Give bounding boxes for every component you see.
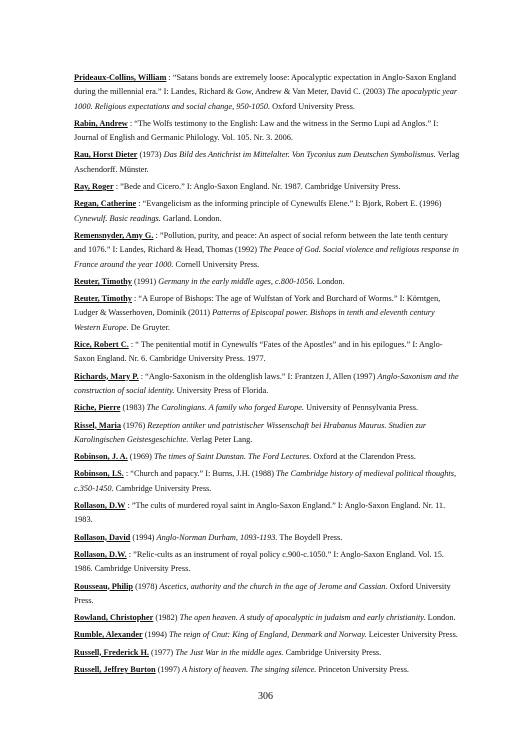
entry-title: The Cambridge history of medieval political thoughts, c.350-1450. xyxy=(74,469,457,493)
entry-text: (1973) xyxy=(137,150,164,160)
entry-title: Rezeption antiker und patristischer Wissenschaft bei Hrabanus Maurus. Studien zur Karolingischen Geistesgeschichte. xyxy=(74,420,427,444)
entry-text: : “Anglo-Saxonism in the oldenglish laws.” I: Frantzen J, Allen (1997) xyxy=(138,371,378,381)
entry-text: : “A Europe of Bishops: The age of Wulfstan of York and Burchard of Worms.” I: Körntgen, Ludger & Wasserhoven, Dominik (2011) xyxy=(74,294,441,318)
entry-author: Rousseau, Philip xyxy=(74,581,134,591)
bibliography-entry xyxy=(74,450,460,464)
entry-text: Leicester University Press. xyxy=(366,630,458,640)
entry-author: Rollason, D.W. xyxy=(74,549,127,559)
bibliography-entry xyxy=(74,499,460,528)
entry-author: Rissel, Maria xyxy=(74,420,122,430)
entry-author: Robinson, J. A. xyxy=(74,452,128,462)
entry-text: Oxford at the Clarendon Press. xyxy=(311,452,416,462)
entry-author: Remensnyder, Amy G. xyxy=(74,230,154,240)
entry-author: Robinson, I.S. xyxy=(74,469,124,479)
bibliography-entry xyxy=(74,663,460,677)
entry-author: Rollason, David xyxy=(74,532,131,542)
entry-text: Cambridge University Press. xyxy=(113,483,212,493)
bibliography-entry xyxy=(74,180,460,194)
entry-title: Patterns of Episcopal power. Bishops in tenth and eleventh century Western Europe. xyxy=(74,308,435,332)
entry-title: The apocalyptic year 1000. Religious expectations and social change, 950-1050. xyxy=(74,87,458,111)
entry-author: Ray, Roger xyxy=(74,182,114,192)
entry-text: (1982) xyxy=(153,613,180,623)
entry-author: Prideaux-Collins, William xyxy=(74,73,167,82)
entry-author: Richards, Mary P. xyxy=(74,371,139,381)
entry-text: Oxford University Press. xyxy=(74,581,451,605)
bibliography-entry xyxy=(74,419,460,448)
entry-author: Russell, Jeffrey Burton xyxy=(74,664,156,674)
entry-text: : ”The cults of murdered royal saint in Anglo-Saxon England.” I: Anglo-Saxon England. Nr. 11. 1983. xyxy=(74,501,446,525)
bibliography-list xyxy=(74,71,460,680)
entry-text: (1969) xyxy=(127,452,155,462)
entry-text: (1983) xyxy=(120,403,147,413)
entry-text: : ”Pollution, purity, and peace: An aspect of social reform between the late tenth century and 1076.” I: Landes, Richard & Head, Thomas (1992) xyxy=(74,230,449,255)
entry-title: Cynewulf. Basic readings. xyxy=(74,213,161,223)
bibliography-entry xyxy=(74,338,460,367)
entry-title: Ascetics, authority and the church in the age of Jerome and Cassian. xyxy=(159,581,388,591)
entry-author: Rabin, Andrew xyxy=(74,118,128,128)
entry-text: (1997) xyxy=(155,664,182,674)
entry-text: The Boydell Press. xyxy=(277,532,343,542)
entry-text: (1994) xyxy=(130,532,157,542)
entry-text: : ”Bede and Cicero.” I: Anglo-Saxon England. Nr. 1987. Cambridge University Press. xyxy=(113,182,401,192)
entry-text: : “Satans bonds are extremely loose: Apocalyptic expectation in Anglo-Saxon England during the millennial era.” I: Landes, Richard & Gow, Andrew & Van Meter, David C. (2003) xyxy=(74,73,456,97)
entry-title: Anglo-Norman Durham, 1093-1193. xyxy=(156,532,278,542)
entry-text: (1994) xyxy=(142,630,169,640)
entry-text: University Press of Florida. xyxy=(174,385,269,395)
entry-text: Cambridge University Press. xyxy=(283,647,382,657)
bibliography-entry xyxy=(74,401,460,415)
entry-text: : “Church and papacy.” I: Burns, J.H. (1988) xyxy=(123,469,277,479)
entry-author: Rowland, Christopher xyxy=(74,613,154,623)
bibliography-entry xyxy=(74,580,460,609)
entry-author: Rau, Horst Dieter xyxy=(74,150,138,160)
bibliography-entry xyxy=(74,646,460,660)
entry-text: : “Evangelicism as the informing principle of Cynewulfs Elene.” I: Bjork, Robert E. (1996) xyxy=(136,199,442,209)
entry-text: De Gruyter. xyxy=(128,322,170,332)
bibliography-entry xyxy=(74,229,460,272)
bibliography-entry xyxy=(74,370,460,399)
entry-text: (1991) xyxy=(131,276,159,286)
page-number: 306 xyxy=(258,691,273,702)
entry-text: : “The Wolfs testimony to the English: Law and the witness in the Sermo Lupi ad Anglos.” I: Journal of English and Germanic Philology. Vol. 105. Nr. 3. 2006. xyxy=(74,118,439,143)
bibliography-entry xyxy=(74,531,460,545)
bibliography-entry xyxy=(74,611,460,625)
entry-author: Rollason, D.W xyxy=(74,501,126,511)
entry-text: : ”Relic-cults as an instrument of royal policy c.900-c.1050.” I: Anglo-Saxon England. Vol. 15. 1986. Cambridge University Press. xyxy=(74,549,444,574)
entry-text: London. xyxy=(314,276,345,286)
bibliography-entry xyxy=(74,275,460,289)
entry-text: Verlag Peter Lang. xyxy=(188,434,253,444)
bibliography-entry xyxy=(74,148,460,177)
entry-title: Anglo-Saxonism and the construction of social identity. xyxy=(74,371,459,395)
entry-author: Riche, Pierre xyxy=(74,403,121,413)
entry-text: Verlag Aschendorff. Münster. xyxy=(74,150,460,174)
bibliography-entry xyxy=(74,117,460,146)
entry-title: The Peace of God. Social violence and religious response in France around the year 1000. xyxy=(74,245,459,269)
bibliography-entry xyxy=(74,71,460,114)
bibliography-entry xyxy=(74,197,460,226)
entry-text: Oxford University Press. xyxy=(270,101,355,111)
entry-text: : “ The penitential motif in Cynewulfs “Fates of the Apostles” and in his epilogues.” I: Anglo-Saxon England. Nr. 6. Cambridge University Press. 1977. xyxy=(74,340,443,364)
entry-title: A history of heaven. The singing silence. xyxy=(181,664,317,674)
entry-title: The reign of Cnut: King of England, Denmark and Norway. xyxy=(168,630,367,640)
entry-author: Reuter, Timothy xyxy=(74,294,132,304)
bibliography-entry xyxy=(74,467,460,496)
entry-title: The Just War in the middle ages. xyxy=(175,647,284,657)
entry-text: (1978) xyxy=(133,581,160,591)
entry-title: Germany in the early middle ages, c.800-1056. xyxy=(158,276,315,286)
entry-title: The times of Saint Dunstan. The Ford Lectures. xyxy=(154,452,312,462)
entry-text: University of Pennsylvania Press. xyxy=(304,403,419,413)
entry-text: Princeton University Press. xyxy=(316,664,409,674)
entry-author: Regan, Catherine xyxy=(74,199,137,209)
entry-title: The open heaven. A study of apocalyptic in judaism and early christianity. xyxy=(179,613,426,623)
bibliography-entry xyxy=(74,548,460,577)
entry-title: Das Bild des Antichrist im Mittelalter. Von Tyconius zum Deutschen Symbolismus. xyxy=(163,150,436,160)
entry-author: Rice, Robert C. xyxy=(74,340,129,350)
entry-author: Rumble, Alexander xyxy=(74,630,143,640)
entry-text: (1976) xyxy=(121,420,148,430)
entry-title: The Carolingians. A family who forged Europe. xyxy=(146,403,305,413)
bibliography-entry xyxy=(74,628,460,642)
entry-text: London. xyxy=(425,613,456,623)
entry-text: (1977) xyxy=(148,647,176,657)
entry-author: Reuter, Timothy xyxy=(74,276,132,286)
entry-author: Russell, Frederick H. xyxy=(74,647,149,657)
bibliography-entry xyxy=(74,292,460,335)
entry-text: Cornell University Press. xyxy=(173,259,260,269)
entry-text: Garland. London. xyxy=(160,213,222,223)
